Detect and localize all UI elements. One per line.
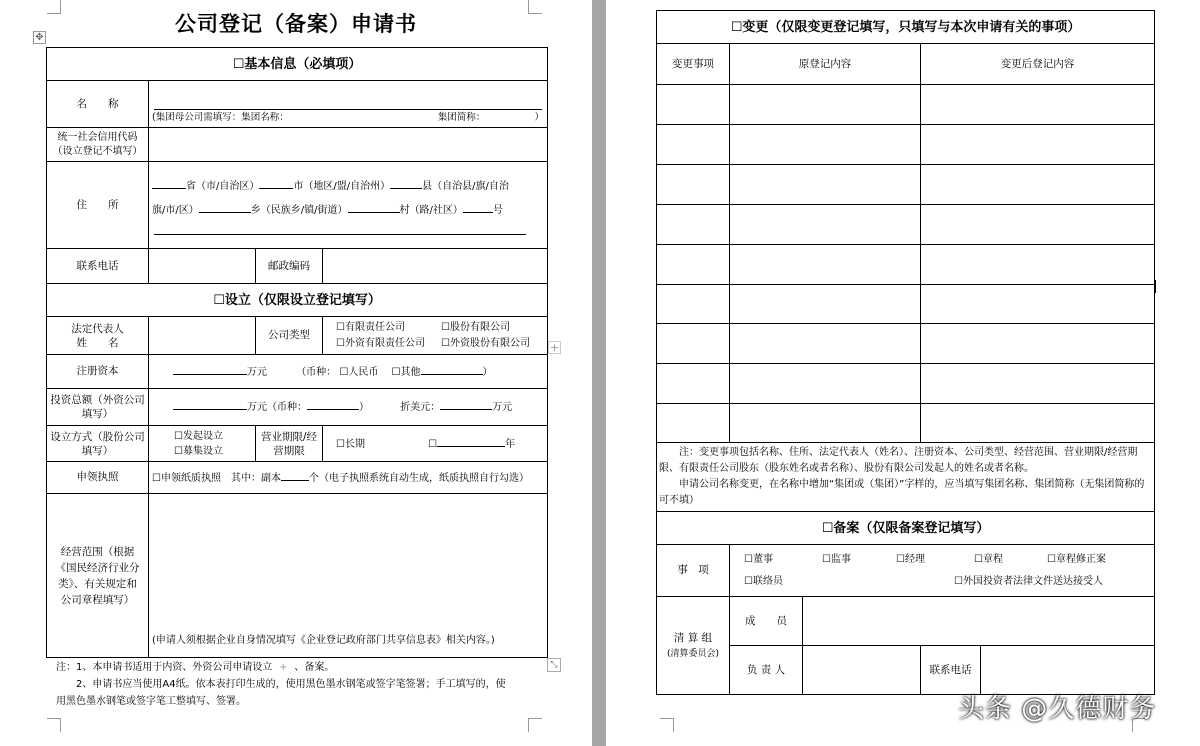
scope-field[interactable] xyxy=(149,494,548,658)
method-raise-checkbox[interactable]: ☐募集设立 xyxy=(174,445,223,457)
table-row xyxy=(657,165,1155,205)
postcode-field[interactable] xyxy=(323,249,548,284)
table-row xyxy=(657,324,1155,364)
method-label: 设立方式（股份公司填写） xyxy=(47,426,149,462)
usd-unit: 万元 xyxy=(492,402,513,413)
table-row xyxy=(657,205,1155,245)
license-field[interactable] xyxy=(149,462,548,494)
new-cell[interactable] xyxy=(921,205,1155,245)
crop-mark xyxy=(47,718,61,732)
change-note-1: 注：变更事项包括名称、住所、法定代表人（姓名）、注册资本、公司类型、经营范围、营业期限/经营期限、有限责任公司股东（股东姓名或者名称）、股份有限公司发起人的姓名或者名称。 xyxy=(659,447,1138,474)
watermark: 头条 @久德财务 xyxy=(958,694,1157,724)
original-cell[interactable] xyxy=(730,165,921,205)
company-type-options xyxy=(323,317,548,355)
application-table xyxy=(46,47,548,658)
license-label: 申领执照 xyxy=(47,462,149,494)
change-item-cell[interactable] xyxy=(657,324,730,364)
new-cell[interactable] xyxy=(921,125,1155,165)
term-options xyxy=(323,426,548,462)
change-item-cell[interactable] xyxy=(657,205,730,245)
leader-field[interactable] xyxy=(803,646,921,695)
original-cell[interactable] xyxy=(730,404,921,443)
plus-icon[interactable]: + xyxy=(279,662,288,673)
term-years-unit: 年 xyxy=(505,438,516,450)
section-basic-header: ☐基本信息（必填项） xyxy=(47,48,548,81)
legal-rep-label: 法定代表人 姓 名 xyxy=(47,317,149,355)
group-name-note: (集团母公司需填写：集团名称： xyxy=(152,112,289,123)
liquidation-title: 清 算 组 xyxy=(673,631,713,644)
name-label: 名 称 xyxy=(47,81,149,128)
record-charter-amend-checkbox[interactable]: ☐章程修正案 xyxy=(1047,553,1106,565)
record-charter-checkbox[interactable]: ☐章程 xyxy=(974,553,1003,565)
license-text: ☐申领纸质执照 其中：副本 xyxy=(152,472,281,484)
credit-code-field[interactable] xyxy=(149,128,548,162)
address-field[interactable] xyxy=(149,162,548,249)
usd-label: 折美元： xyxy=(400,402,441,413)
record-options xyxy=(730,545,1155,597)
record-liaison-checkbox[interactable]: ☐联络员 xyxy=(744,575,783,587)
new-cell[interactable] xyxy=(921,285,1155,324)
phone-label: 联系电话 xyxy=(47,249,149,284)
record-phone-label: 联系电话 xyxy=(921,646,981,695)
investment-field[interactable] xyxy=(149,389,548,426)
new-cell[interactable] xyxy=(921,404,1155,443)
change-item-cell[interactable] xyxy=(657,285,730,324)
document-page-left xyxy=(0,0,592,746)
new-cell[interactable] xyxy=(921,165,1155,205)
note-line-3: 用黑色墨水钢笔或签字笔工整填写、签署。 xyxy=(56,696,246,707)
crop-mark xyxy=(660,718,674,732)
section-establish-header: ☐设立（仅限设立登记填写） xyxy=(47,284,548,317)
table-row xyxy=(657,364,1155,404)
original-cell[interactable] xyxy=(730,85,921,125)
table-row xyxy=(657,285,1155,324)
plus-icon[interactable]: + xyxy=(549,341,560,354)
record-foreign-agent-checkbox[interactable]: ☐外国投资者法律文件送达接受人 xyxy=(954,575,1103,587)
record-manager-checkbox[interactable]: ☐经理 xyxy=(896,553,925,565)
document-page-right xyxy=(606,0,1200,746)
member-field[interactable] xyxy=(803,597,1155,646)
section-change-header: ☐变更（仅限变更登记填写，只填写与本次申请有关的事项） xyxy=(657,11,1155,44)
change-item-cell[interactable] xyxy=(657,245,730,285)
address-village: 村（路/社区） xyxy=(399,205,463,216)
legal-rep-field[interactable] xyxy=(149,317,256,355)
original-cell[interactable] xyxy=(730,364,921,404)
currency-other-checkbox[interactable]: ☐其他 xyxy=(391,366,421,378)
term-label: 营业期限/经营期限 xyxy=(256,426,323,462)
member-label: 成 员 xyxy=(730,597,803,646)
new-cell[interactable] xyxy=(921,364,1155,404)
leader-label: 负 责 人 xyxy=(730,646,803,695)
change-item-cell[interactable] xyxy=(657,165,730,205)
record-supervisor-checkbox[interactable]: ☐监事 xyxy=(822,553,851,565)
investment-label: 投资总额（外资公司填写） xyxy=(47,389,149,426)
address-county: 县（自治县/旗/自治 xyxy=(422,181,509,192)
new-cell[interactable] xyxy=(921,245,1155,285)
move-icon[interactable]: ✥ xyxy=(33,31,46,44)
address-city: 市（地区/盟/自治州） xyxy=(293,181,391,192)
address-town: 乡（民族乡/镇/街道） xyxy=(250,205,348,216)
table-row xyxy=(657,85,1155,125)
note-line-2: 2、申请书应当使用A4纸。依本表打印生成的，使用黑色墨水钢笔或签字笔签署；手工填写的，使 xyxy=(56,679,506,690)
postcode-label: 邮政编码 xyxy=(256,249,323,284)
table-row xyxy=(657,245,1155,285)
form-title: 公司登记（备案）申请书 xyxy=(175,11,417,36)
change-item-cell[interactable] xyxy=(657,404,730,443)
original-cell[interactable] xyxy=(730,205,921,245)
liquidation-subtitle: (清算委员会) xyxy=(666,648,720,659)
table-row xyxy=(657,404,1155,443)
table-row xyxy=(657,125,1155,165)
change-notes xyxy=(657,443,1155,512)
license-text-2: 个（电子执照系统自动生成，纸质执照自行勾选） xyxy=(308,472,529,484)
scope-note: (申请人须根据企业自身情况填写《企业登记政府部门共享信息表》相关内容。) xyxy=(152,635,495,646)
record-director-checkbox[interactable]: ☐董事 xyxy=(744,553,773,565)
note-line-1-end: 、备案。 xyxy=(294,662,335,673)
type-foreign-limited-checkbox[interactable]: ☐外资有限责任公司 xyxy=(336,337,425,349)
capital-unit: 万元 xyxy=(247,366,267,378)
record-items-label: 事 项 xyxy=(657,545,730,597)
change-col-original: 原登记内容 xyxy=(730,44,921,85)
change-col-new: 变更后登记内容 xyxy=(921,44,1155,85)
investment-unit: 万元（币种： xyxy=(247,402,307,413)
change-note-2: 申请公司名称变更，在名称中增加“集团或（集团）”字样的，应当填写集团名称、集团简称（无集团简称的可不填） xyxy=(659,479,1145,506)
change-item-cell[interactable] xyxy=(657,85,730,125)
address-district: 旗/市/区） xyxy=(152,205,199,216)
change-col-item: 变更事项 xyxy=(657,44,730,85)
paren-close: ） xyxy=(482,366,493,378)
text-cursor xyxy=(1154,280,1156,293)
capital-field[interactable] xyxy=(149,355,548,389)
original-cell[interactable] xyxy=(730,324,921,364)
method-initiate-checkbox[interactable]: ☐发起设立 xyxy=(174,430,223,442)
method-options xyxy=(149,426,256,462)
address-province: 省（市/自治区） xyxy=(186,181,260,192)
term-long-checkbox[interactable]: ☐长期 xyxy=(336,438,365,450)
phone-field[interactable] xyxy=(149,249,256,284)
currency-rmb-checkbox[interactable]: ☐人民币 xyxy=(339,366,379,378)
resize-icon[interactable]: ⤡ xyxy=(547,658,561,672)
new-cell[interactable] xyxy=(921,85,1155,125)
original-cell[interactable] xyxy=(730,125,921,165)
paren-close: ） xyxy=(359,402,369,413)
notes-block xyxy=(56,659,546,710)
currency-label: （币种： xyxy=(296,366,337,378)
company-type-label: 公司类型 xyxy=(256,317,323,355)
note-line-1: 注：1、本申请书适用于内资、外资公司申请设立 xyxy=(56,662,273,673)
address-number: 号 xyxy=(492,205,503,216)
liquidation-label xyxy=(657,597,730,695)
scope-label: 经营范围（根据《国民经济行业分类》、有关规定和公司章程填写） xyxy=(47,494,149,658)
new-cell[interactable] xyxy=(921,324,1155,364)
name-field[interactable] xyxy=(149,81,548,128)
type-foreign-stock-checkbox[interactable]: ☐外资股份有限公司 xyxy=(441,337,530,349)
paren-close: ） xyxy=(534,112,545,123)
term-years-checkbox[interactable]: ☐ xyxy=(428,438,438,450)
change-record-table xyxy=(656,10,1155,695)
address-label: 住 所 xyxy=(47,162,149,249)
change-item-cell[interactable] xyxy=(657,125,730,165)
credit-code-label: 统一社会信用代码（设立登记不填写） xyxy=(47,128,149,162)
type-stock-checkbox[interactable]: ☐股份有限公司 xyxy=(441,321,510,333)
section-record-header: ☐备案（仅限备案登记填写） xyxy=(657,512,1155,545)
crop-mark xyxy=(528,718,542,732)
original-cell[interactable] xyxy=(730,245,921,285)
change-item-cell[interactable] xyxy=(657,364,730,404)
capital-label: 注册资本 xyxy=(47,355,149,389)
type-limited-checkbox[interactable]: ☐有限责任公司 xyxy=(336,321,405,333)
group-short-label: 集团简称： xyxy=(437,112,486,123)
original-cell[interactable] xyxy=(730,285,921,324)
